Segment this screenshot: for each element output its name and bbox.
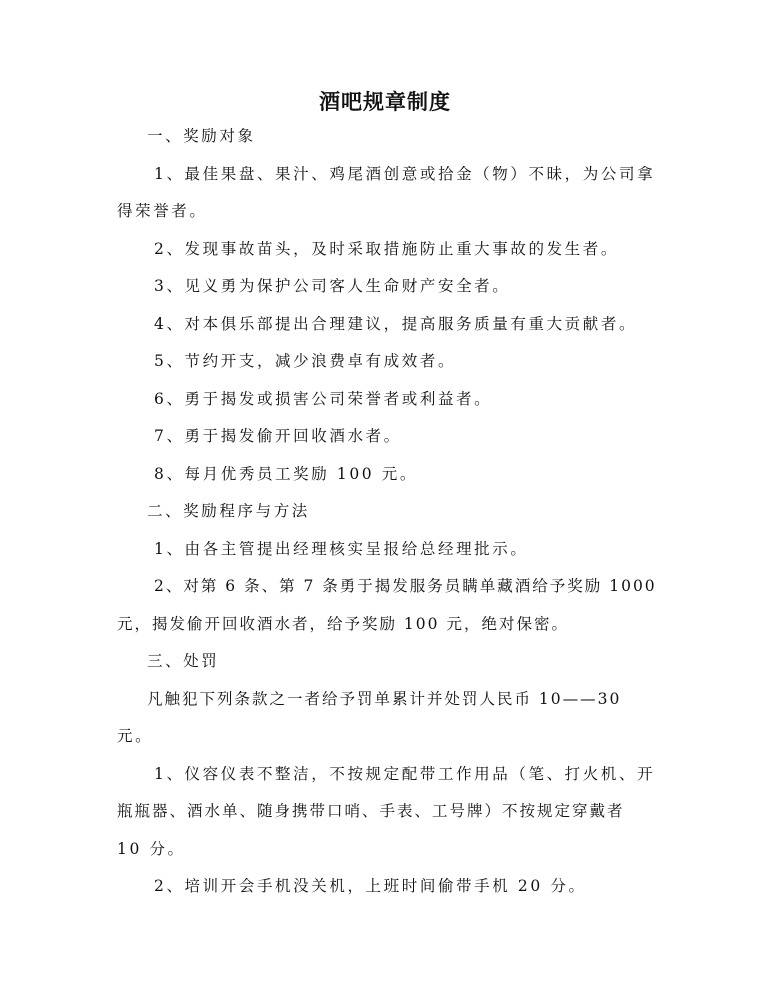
list-item: 2、对第 6 条、第 7 条勇于揭发服务员瞒单藏酒给予奖励 1000 <box>154 577 657 595</box>
section-heading: 一、奖励对象 <box>147 127 256 145</box>
list-item-continuation: 得荣誉者。 <box>117 202 208 220</box>
list-item-continuation: 10 分。 <box>117 839 186 858</box>
list-item-continuation: 瓶瓶器、酒水单、随身携带口哨、手表、工号牌）不按规定穿戴者 <box>117 802 625 820</box>
list-item: 7、勇于揭发偷开回收酒水者。 <box>154 427 402 445</box>
list-item-continuation: 元，揭发偷开回收酒水者，给予奖励 100 元，绝对保密。 <box>117 614 569 633</box>
section-intro-continuation: 元。 <box>117 727 154 745</box>
list-item: 2、培训开会手机没关机，上班时间偷带手机 20 分。 <box>154 877 587 895</box>
document-body <box>117 118 657 906</box>
list-item: 5、节约开支，减少浪费卓有成效者。 <box>154 352 457 370</box>
list-item: 4、对本俱乐部提出合理建议，提高服务质量有重大贡献者。 <box>154 314 638 333</box>
document-title: 酒吧规章制度 <box>319 90 451 114</box>
list-item: 6、勇于揭发或损害公司荣誉者或利益者。 <box>154 389 493 408</box>
section-intro: 凡触犯下列条款之一者给予罚单累计并处罚人民币 10——30 <box>147 689 622 708</box>
section-heading: 三、处罚 <box>147 652 220 670</box>
list-item: 8、每月优秀员工奖励 100 元。 <box>154 464 419 483</box>
list-item: 3、见义勇为保护公司客人生命财产安全者。 <box>154 277 511 295</box>
list-item: 1、最佳果盘、果汁、鸡尾酒创意或拾金（物）不昧，为公司拿 <box>154 164 656 183</box>
list-item: 2、发现事故苗头，及时采取措施防止重大事故的发生者。 <box>154 239 619 258</box>
list-item: 1、由各主管提出经理核实呈报给总经理批示。 <box>154 539 529 558</box>
section-heading: 二、奖励程序与方法 <box>147 502 310 520</box>
list-item: 1、仪容仪表不整洁，不按规定配带工作用品（笔、打火机、开 <box>154 764 656 783</box>
